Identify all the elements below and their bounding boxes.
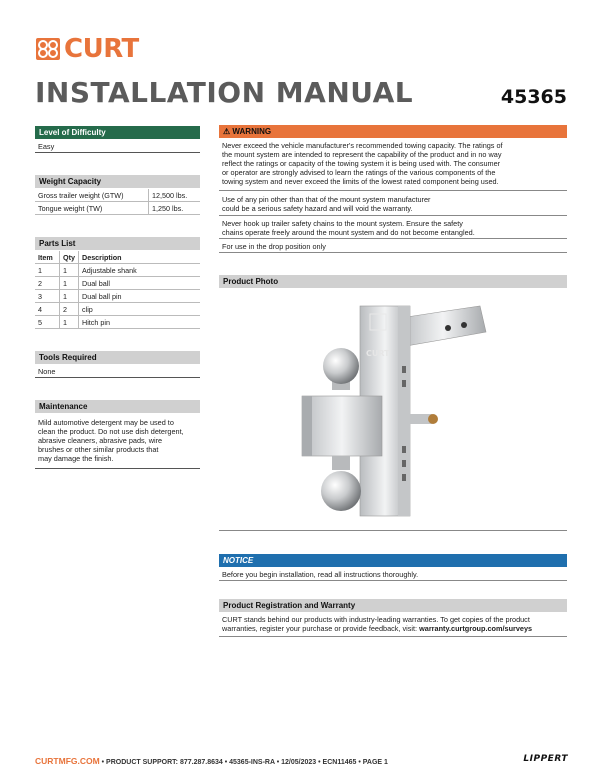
curt-logo-text: CURT [64,34,139,64]
cell: Adjustable shank [79,264,201,277]
divider [35,377,200,378]
part-number: 45365 [500,86,567,108]
separator: • [276,759,282,766]
cell: 1 [60,277,79,290]
footer-page: PAGE 1 [362,759,388,766]
table-row [35,189,200,202]
divider [35,468,200,469]
text-line: the mount system are intended to represent the capability of the product and in no way [222,150,502,160]
text-line: abrasive cleaners, abrasive pads, wire [38,436,163,445]
footer [35,756,388,766]
divider [219,636,567,637]
warning-paragraph [222,219,562,237]
text-line: Use of any pin other than that of the mount system manufacturer [222,195,431,204]
text-fragment: warranties, register your purchase or provide feedback, visit: [222,624,420,634]
weight-capacity-table [35,189,200,215]
maintenance-heading: Maintenance [35,400,200,413]
hitch-illustration [290,296,490,522]
column-header: Item [35,251,60,264]
maintenance-text [38,418,203,463]
separator: • [358,759,363,766]
warning-heading-text: WARNING [232,127,272,136]
divider [219,190,567,191]
text-line: Never exceed the vehicle manufacturer's recommended towing capacity. The ratings of [222,141,503,150]
divider [219,252,567,253]
tw-label: Tongue weight (TW) [35,202,149,215]
footer-date: 12/05/2023 [281,759,317,766]
cell: 2 [60,303,79,316]
text-line: Never hook up trailer safety chains to the mount system. Ensure the safety [222,219,463,228]
warning-icon: ⚠ [223,127,231,136]
table-header-row [35,251,200,264]
gtw-value: 12,500 lbs. [149,189,200,202]
cell: Dual ball [79,277,201,290]
product-photo [290,296,490,522]
text-line: chains operate freely around the mount system and do not become entangled. [222,228,475,238]
divider [35,152,200,153]
text-line: clean the product. Do not use dish detergent, [38,427,184,436]
cell: 2 [35,277,60,290]
tools-required-heading: Tools Required [35,351,200,364]
parts-list-table [35,251,200,329]
tools-required-value: None [38,367,56,376]
column-header: Description [79,251,201,264]
footer-ecn: ECN11465 [322,759,357,766]
gtw-label: Gross trailer weight (GTW) [35,189,149,202]
text-line: could be a serious safety hazard and will void the warranty. [222,204,413,214]
weight-capacity-heading: Weight Capacity [35,175,200,188]
divider [219,215,567,216]
warning-paragraph [222,141,562,186]
difficulty-heading: Level of Difficulty [35,126,200,139]
tw-value: 1,250 lbs. [149,202,200,215]
warning-paragraph: For use in the drop position only [222,242,326,251]
notice-heading: NOTICE [219,554,567,567]
footer-doc-number: 45365-INS-RA [229,759,275,766]
text-line: reflect the ratings or capacity of the towing system it is being used with. The consumer [222,159,501,169]
registration-heading: Product Registration and Warranty [219,599,567,612]
notice-text: Before you begin installation, read all instructions thoroughly. [222,570,419,579]
cell: 5 [35,316,60,329]
parts-list-heading: Parts List [35,237,200,250]
cell: 3 [35,290,60,303]
table-row [35,264,200,277]
table-row [35,290,200,303]
warranty-link[interactable]: warranty.curtgroup.com/surveys [419,624,533,634]
warning-heading [219,125,567,138]
product-photo-heading: Product Photo [219,275,567,288]
text-line: CURT stands behind our products with industry-leading warranties. To get copies of the product [222,615,530,624]
text-line: Mild automotive detergent may be used to [38,418,174,427]
text-line: may damage the finish. [38,454,114,463]
text-line: brushes or other similar products that [38,445,159,454]
cell: 1 [60,316,79,329]
registration-text [222,615,570,633]
lippert-logo: LIPPERT [523,754,568,764]
cell: Dual ball pin [79,290,201,303]
footer-support: PRODUCT SUPPORT: 877.287.8634 [106,759,223,766]
page-title: INSTALLATION MANUAL [35,76,414,109]
table-row [35,277,200,290]
column-header: Qty [60,251,79,264]
cell: 1 [60,264,79,277]
cell: 1 [60,290,79,303]
table-row [35,316,200,329]
cell: 1 [35,264,60,277]
warning-paragraph [222,195,562,213]
divider [219,238,567,239]
cell: clip [79,303,201,316]
text-line: or operator are strongly advised to learn the ratings of the various components of the [222,168,496,178]
curt-logo-icon [36,38,60,60]
separator: • [318,759,323,766]
divider [219,580,567,581]
text-line [222,624,570,633]
table-row [35,202,200,215]
photo-logo-text: CURT [366,349,390,358]
separator: • [224,759,230,766]
cell: Hitch pin [79,316,201,329]
divider [219,530,567,531]
footer-site-link[interactable]: CURTMFG.COM [35,756,100,766]
cell: 4 [35,303,60,316]
difficulty-value: Easy [38,142,55,151]
curt-logo [36,36,139,62]
separator: • [101,759,107,766]
table-row [35,303,200,316]
text-line: towing system and never exceed the limits of the lowest rated component being used. [222,177,499,187]
